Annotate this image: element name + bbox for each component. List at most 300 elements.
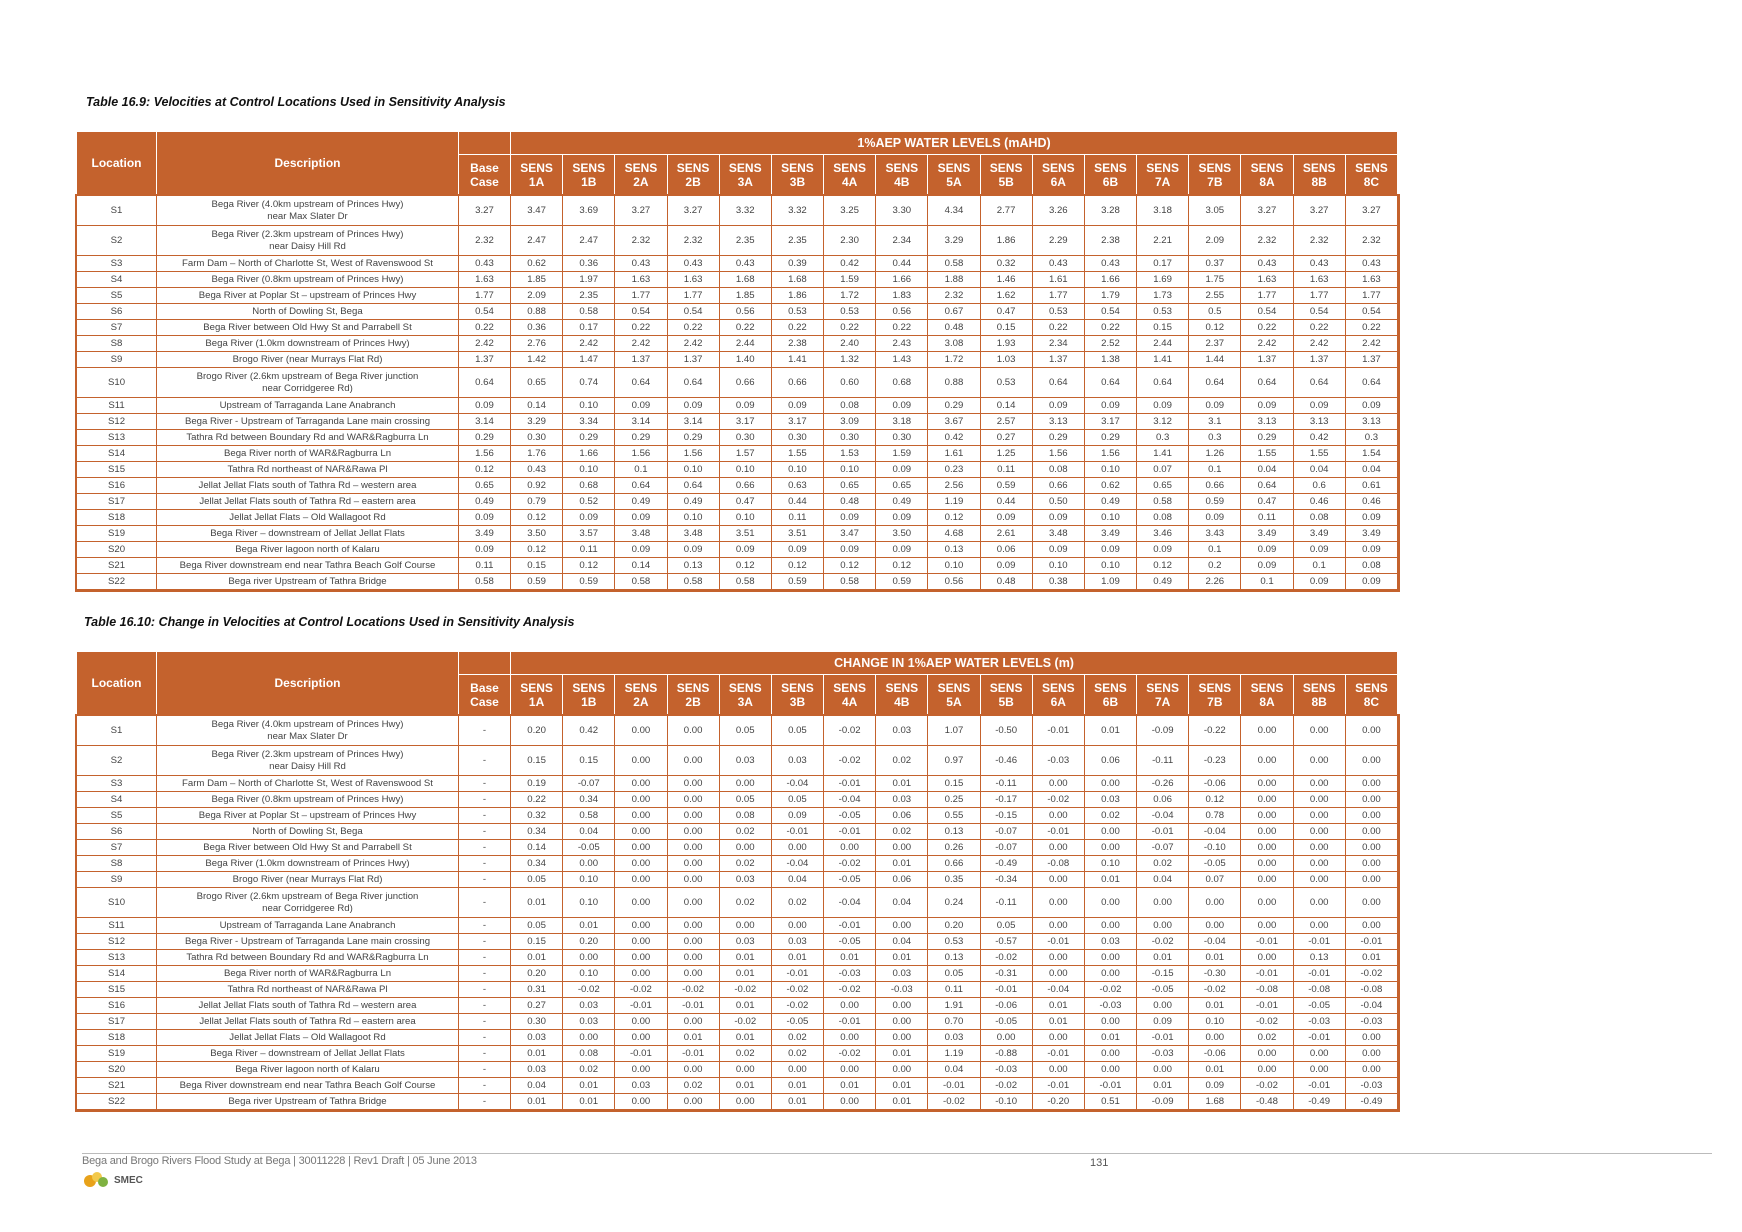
value-cell: 3.51 [771,526,823,542]
table-row [77,336,1398,352]
value-cell: 0.11 [1241,510,1293,526]
value-cell: 0.24 [928,888,980,918]
value-cell: 3.32 [719,196,771,226]
value-cell: 2.32 [1345,226,1397,256]
value-cell: 0.59 [876,574,928,590]
value-cell: 0.00 [1241,840,1293,856]
smec-logo-text: SMEC [114,1174,143,1186]
value-cell: 0.01 [824,1078,876,1094]
value-cell: 0.09 [876,462,928,478]
value-cell: 0.22 [1032,320,1084,336]
value-cell: 1.68 [1189,1094,1241,1110]
value-cell: 2.35 [771,226,823,256]
value-cell: 0.68 [563,478,615,494]
value-cell: 0.14 [511,398,563,414]
value-cell: -0.01 [980,982,1032,998]
value-cell: 0.01 [511,888,563,918]
value-cell: 0.30 [511,1014,563,1030]
value-cell: 0.08 [1293,510,1345,526]
value-cell: -0.02 [980,1078,1032,1094]
value-cell: 3.14 [615,414,667,430]
value-cell: 3.69 [563,196,615,226]
value-cell: 0.65 [511,368,563,398]
value-cell: 0.00 [615,1030,667,1046]
value-cell: 1.63 [459,272,511,288]
value-cell: 0.30 [876,430,928,446]
value-cell: 0.31 [511,982,563,998]
value-cell: 1.85 [511,272,563,288]
value-cell: -0.02 [824,746,876,776]
value-cell: 0.30 [771,430,823,446]
value-cell: 0.10 [563,966,615,982]
location-cell: S1 [77,716,157,746]
value-cell: 0.00 [1293,776,1345,792]
value-cell: 0.09 [1345,574,1397,590]
value-cell: 0.00 [615,716,667,746]
column-header: SENS 2A [615,675,667,716]
value-cell: 1.91 [928,998,980,1014]
value-cell: 0.10 [667,462,719,478]
value-cell: 2.42 [615,336,667,352]
value-cell: -0.03 [1137,1046,1189,1062]
value-cell: -0.06 [1189,776,1241,792]
value-cell: -0.15 [1137,966,1189,982]
value-cell: 0.1 [1189,462,1241,478]
value-cell: 0.00 [1084,1014,1136,1030]
value-cell: 2.55 [1189,288,1241,304]
value-cell: 0.49 [459,494,511,510]
value-cell: 1.93 [980,336,1032,352]
location-cell: S20 [77,1062,157,1078]
table-row [77,716,1398,746]
value-cell: 0.09 [771,398,823,414]
value-cell: 0.15 [511,934,563,950]
value-cell: 0.64 [1293,368,1345,398]
value-cell: -0.08 [1345,982,1397,998]
value-cell: - [459,998,511,1014]
value-cell: 0.00 [1032,808,1084,824]
value-cell: - [459,792,511,808]
location-cell: S17 [77,1014,157,1030]
value-cell: 0.14 [980,398,1032,414]
value-cell: 0.66 [928,856,980,872]
value-cell: 3.34 [563,414,615,430]
value-cell: 0.61 [1345,478,1397,494]
column-header: SENS 4A [824,155,876,196]
value-cell: 0.3 [1137,430,1189,446]
table-row [77,542,1398,558]
value-cell: 0.00 [771,918,823,934]
value-cell: 1.56 [1032,446,1084,462]
value-cell: -0.05 [771,1014,823,1030]
value-cell: 0.00 [1084,966,1136,982]
value-cell: -0.01 [771,824,823,840]
table-row [77,966,1398,982]
value-cell: 0.20 [511,716,563,746]
value-cell: 0.02 [876,746,928,776]
value-cell: 0.02 [1084,808,1136,824]
value-cell: 0.00 [771,840,823,856]
table-row [77,918,1398,934]
value-cell: 1.56 [615,446,667,462]
value-cell: -0.01 [1032,824,1084,840]
value-cell: -0.09 [1137,716,1189,746]
value-cell: -0.01 [1293,1078,1345,1094]
description-cell: Bega River downstream end near Tathra Beach Golf Course [157,558,459,574]
value-cell: 0.92 [511,478,563,494]
value-cell: 2.30 [824,226,876,256]
value-cell: 3.49 [1293,526,1345,542]
value-cell: -0.02 [1345,966,1397,982]
value-cell: 0.00 [1293,1062,1345,1078]
value-cell: 0.09 [1345,510,1397,526]
value-cell: 0.00 [615,1014,667,1030]
column-header: SENS 3B [771,675,823,716]
column-header: SENS 3B [771,155,823,196]
value-cell: 0.12 [459,462,511,478]
value-cell: 0.01 [771,1094,823,1110]
value-cell: 0.03 [1084,934,1136,950]
value-cell: 0.00 [1345,1062,1397,1078]
value-cell: 0.43 [1345,256,1397,272]
location-cell: S18 [77,510,157,526]
value-cell: 0.58 [459,574,511,590]
value-cell: 0.65 [824,478,876,494]
value-cell: 1.72 [824,288,876,304]
value-cell: -0.15 [980,808,1032,824]
value-cell: 0.02 [719,856,771,872]
location-cell: S14 [77,966,157,982]
value-cell: 0.09 [876,510,928,526]
location-cell: S12 [77,934,157,950]
value-cell: 0.43 [1293,256,1345,272]
value-cell: 0.03 [615,1078,667,1094]
value-cell: 0.00 [824,998,876,1014]
value-cell: 0.09 [1032,398,1084,414]
value-cell: 0.01 [1084,716,1136,746]
value-cell: 0.00 [1032,776,1084,792]
value-cell: -0.02 [615,982,667,998]
value-cell: 1.40 [719,352,771,368]
location-cell: S15 [77,462,157,478]
value-cell: 0.00 [667,1094,719,1110]
value-cell: -0.02 [1032,792,1084,808]
value-cell: 0.04 [511,1078,563,1094]
column-header: SENS 4B [876,675,928,716]
table-row [77,368,1398,398]
value-cell: 0.00 [1241,950,1293,966]
value-cell: 0.43 [1084,256,1136,272]
value-cell: 0.00 [1241,856,1293,872]
value-cell: - [459,746,511,776]
value-cell: 0.00 [615,888,667,918]
value-cell: 0.06 [876,808,928,824]
value-cell: 0.01 [511,950,563,966]
column-header: SENS 2B [667,155,719,196]
column-header: SENS 8C [1345,675,1397,716]
value-cell: 0.64 [615,478,667,494]
value-cell: 0.09 [615,510,667,526]
value-cell: 0.00 [1084,1062,1136,1078]
value-cell: 0.30 [719,430,771,446]
value-cell: -0.03 [1032,746,1084,776]
value-cell: 0.00 [876,1030,928,1046]
value-cell: 0.59 [1189,494,1241,510]
column-header: SENS 6A [1032,155,1084,196]
value-cell: 0.03 [563,998,615,1014]
value-cell: 0.29 [1032,430,1084,446]
value-cell: 3.46 [1137,526,1189,542]
description-cell: Jellat Jellat Flats – Old Wallagoot Rd [157,510,459,526]
value-cell: 2.32 [667,226,719,256]
table-row [77,574,1398,590]
value-cell: 2.44 [719,336,771,352]
description-cell: Bega River (1.0km downstream of Princes Hwy) [157,336,459,352]
value-cell: 0.78 [1189,808,1241,824]
value-cell: -0.05 [1189,856,1241,872]
value-cell: -0.03 [980,1062,1032,1078]
value-cell: 0.12 [1189,320,1241,336]
value-cell: 0.43 [459,256,511,272]
value-cell: 0.64 [1241,368,1293,398]
value-cell: 0.01 [1032,998,1084,1014]
value-cell: -0.01 [1032,934,1084,950]
value-cell: 0.64 [459,368,511,398]
value-cell: 1.41 [1137,352,1189,368]
footer-divider [82,1153,1712,1154]
description-cell: North of Dowling St, Bega [157,824,459,840]
value-cell: 0.66 [1189,478,1241,494]
location-cell: S2 [77,226,157,256]
value-cell: 2.42 [563,336,615,352]
value-cell: 1.86 [771,288,823,304]
value-cell: 1.38 [1084,352,1136,368]
table-row [77,196,1398,226]
value-cell: 0.50 [1032,494,1084,510]
value-cell: 0.01 [771,1078,823,1094]
value-cell: 0.05 [928,966,980,982]
table-row [77,256,1398,272]
location-cell: S10 [77,888,157,918]
value-cell: 1.97 [563,272,615,288]
value-cell: -0.05 [824,934,876,950]
value-cell: 0.53 [824,304,876,320]
value-cell: 0.09 [1241,542,1293,558]
value-cell: 0.32 [980,256,1032,272]
value-cell: 0.01 [876,776,928,792]
value-cell: 1.77 [1241,288,1293,304]
value-cell: 0.49 [1084,494,1136,510]
value-cell: 0.47 [1241,494,1293,510]
value-cell: -0.05 [824,872,876,888]
value-cell: 0.01 [511,1046,563,1062]
value-cell: 3.47 [511,196,563,226]
value-cell: 0.01 [1137,950,1189,966]
value-cell: 0.01 [1189,1062,1241,1078]
value-cell: 0.01 [876,950,928,966]
column-header: SENS 7A [1137,155,1189,196]
value-cell: 0.00 [1345,776,1397,792]
value-cell: 0.32 [511,808,563,824]
table2-caption: Table 16.10: Change in Velocities at Control Locations Used in Sensitivity Analysis [84,615,575,629]
value-cell: 0.15 [511,558,563,574]
value-cell: - [459,856,511,872]
value-cell: -0.11 [980,888,1032,918]
value-cell: 1.56 [459,446,511,462]
value-cell: 0.11 [980,462,1032,478]
value-cell: - [459,918,511,934]
value-cell: 0.09 [459,542,511,558]
value-cell: 0.00 [1293,840,1345,856]
value-cell: 1.19 [928,1046,980,1062]
value-cell: 1.09 [1084,574,1136,590]
value-cell: 0.22 [771,320,823,336]
value-cell: -0.04 [824,792,876,808]
value-cell: 0.3 [1189,430,1241,446]
location-cell: S4 [77,792,157,808]
value-cell: 0.08 [1032,462,1084,478]
value-cell: 0.09 [876,398,928,414]
value-cell: 1.77 [1032,288,1084,304]
value-cell: 0.08 [1345,558,1397,574]
value-cell: 0.12 [563,558,615,574]
value-cell: 0.01 [667,1030,719,1046]
value-cell: 2.47 [563,226,615,256]
value-cell: 0.54 [667,304,719,320]
value-cell: 1.88 [928,272,980,288]
value-cell: 2.32 [1293,226,1345,256]
description-cell: Tathra Rd northeast of NAR&Rawa Pl [157,982,459,998]
value-cell: 1.79 [1084,288,1136,304]
value-cell: 0.00 [1241,792,1293,808]
value-cell: 0.00 [667,776,719,792]
value-cell: 1.68 [719,272,771,288]
location-cell: S9 [77,872,157,888]
table-row [77,746,1398,776]
column-header: SENS 7B [1189,675,1241,716]
value-cell: 0.00 [876,1014,928,1030]
value-cell: -0.05 [563,840,615,856]
value-cell: 0.09 [980,558,1032,574]
value-cell: 0.39 [771,256,823,272]
value-cell: 3.47 [824,526,876,542]
value-cell: 0.47 [980,304,1032,320]
value-cell: 0.66 [719,478,771,494]
value-cell: 0.34 [511,824,563,840]
value-cell: 0.66 [771,368,823,398]
value-cell: -0.05 [980,1014,1032,1030]
description-cell: Bega River at Poplar St – upstream of Princes Hwy [157,288,459,304]
value-cell: 3.14 [459,414,511,430]
value-cell: 0.42 [928,430,980,446]
column-header: SENS 5B [980,675,1032,716]
table-row [77,934,1398,950]
value-cell: 0.15 [928,776,980,792]
value-cell: -0.01 [1084,1078,1136,1094]
table-row [77,510,1398,526]
table-row [77,998,1398,1014]
description-cell: Jellat Jellat Flats – Old Wallagoot Rd [157,1030,459,1046]
value-cell: 1.57 [719,446,771,462]
column-header: SENS 7A [1137,675,1189,716]
value-cell: 2.47 [511,226,563,256]
value-cell: 0.00 [1084,918,1136,934]
value-cell: 3.50 [876,526,928,542]
value-cell: -0.01 [615,998,667,1014]
column-header: SENS 1B [563,155,615,196]
value-cell: 0.00 [1293,792,1345,808]
value-cell: 0.64 [1345,368,1397,398]
value-cell: -0.02 [1241,1078,1293,1094]
value-cell: 0.00 [1241,872,1293,888]
value-cell: 1.37 [459,352,511,368]
value-cell: 0.03 [771,746,823,776]
value-cell: 0.00 [1241,824,1293,840]
value-cell: 0.04 [1293,462,1345,478]
value-cell: 0.1 [1293,558,1345,574]
value-cell: 0.03 [719,934,771,950]
value-cell: -0.01 [1241,998,1293,1014]
value-cell: 0.29 [563,430,615,446]
description-cell: Farm Dam – North of Charlotte St, West of Ravenswood St [157,256,459,272]
value-cell: 0.56 [928,574,980,590]
description-cell: Brogo River (2.6km upstream of Bega River junction near Corridgeree Rd) [157,368,459,398]
value-cell: 0.59 [771,574,823,590]
value-cell: 0.34 [563,792,615,808]
value-cell: 0.00 [615,1062,667,1078]
value-cell: 0.48 [980,574,1032,590]
column-header: SENS 8A [1241,155,1293,196]
value-cell: 0.01 [1084,1030,1136,1046]
location-cell: S13 [77,950,157,966]
value-cell: 1.73 [1137,288,1189,304]
value-cell: 3.05 [1189,196,1241,226]
value-cell: 3.09 [824,414,876,430]
value-cell: 0.58 [563,808,615,824]
value-cell: 1.62 [980,288,1032,304]
value-cell: 0.54 [1084,304,1136,320]
value-cell: 0.09 [1137,542,1189,558]
value-cell: -0.03 [876,982,928,998]
value-cell: 0.42 [563,716,615,746]
value-cell: -0.04 [771,856,823,872]
value-cell: -0.01 [928,1078,980,1094]
value-cell: 3.48 [667,526,719,542]
value-cell: 0.03 [876,966,928,982]
description-cell: Bega river Upstream of Tathra Bridge [157,574,459,590]
value-cell: 0.00 [615,856,667,872]
description-cell: Bega River (0.8km upstream of Princes Hwy) [157,792,459,808]
value-cell: 0.22 [719,320,771,336]
description-cell: Bega River - Upstream of Tarraganda Lane main crossing [157,934,459,950]
value-cell: -0.01 [1345,934,1397,950]
value-cell: -0.01 [667,1046,719,1062]
value-cell: 0.00 [563,1030,615,1046]
value-cell: 0.00 [1189,888,1241,918]
column-header: SENS 2B [667,675,719,716]
value-cell: 0.02 [563,1062,615,1078]
value-cell: 0.00 [615,824,667,840]
value-cell: 0.22 [459,320,511,336]
value-cell: 2.09 [1189,226,1241,256]
location-cell: S15 [77,982,157,998]
value-cell: 0.09 [876,542,928,558]
value-cell: 0.00 [1084,840,1136,856]
value-cell: 0.04 [1345,462,1397,478]
value-cell: 0.09 [1241,558,1293,574]
value-cell: -0.09 [1137,1094,1189,1110]
value-cell: 3.27 [1293,196,1345,226]
